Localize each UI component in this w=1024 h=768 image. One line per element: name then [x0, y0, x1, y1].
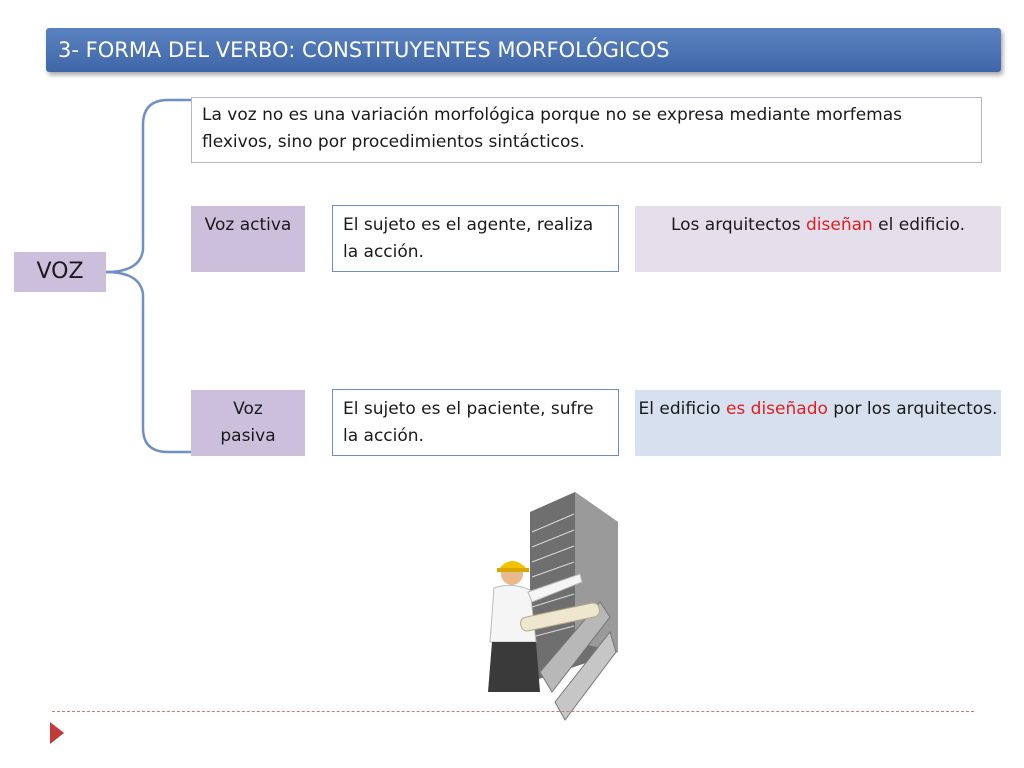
passive-example-box: [635, 390, 1001, 456]
active-example-box: [635, 206, 1001, 272]
passive-definition-text: El sujeto es el paciente, sufre la acción.: [343, 399, 594, 446]
passive-example-pre: El edificio: [638, 399, 726, 419]
next-slide-arrow-icon[interactable]: [50, 722, 64, 744]
active-voice-label: [191, 206, 305, 272]
active-example-verb: diseñan: [805, 215, 873, 235]
passive-definition-box: [332, 389, 619, 456]
slide-title: 3- FORMA DEL VERBO: CONSTITUYENTES MORFOLÓGICOS: [46, 28, 1001, 72]
voz-label: VOZ: [14, 252, 106, 292]
passive-example-verb: es diseñado: [725, 399, 828, 419]
passive-voice-label: [191, 390, 305, 456]
active-definition-text: El sujeto es el agente, realiza la acción.: [343, 215, 594, 262]
footer-divider: [52, 711, 974, 712]
passive-example-post: por los arquitectos.: [827, 399, 998, 419]
active-voice-label-text: Voz activa: [204, 215, 292, 235]
active-example-post: el edificio.: [872, 215, 966, 235]
active-definition-box: [332, 205, 619, 272]
intro-text-box: [191, 97, 982, 163]
passive-voice-label-line2: pasiva: [220, 426, 276, 446]
passive-voice-label-line1: Voz: [233, 399, 263, 419]
architect-building-icon: [470, 492, 620, 722]
active-example-pre: Los arquitectos: [670, 215, 806, 235]
intro-text: La voz no es una variación morfológica porque no se expresa mediante morfemas flexivos, sino por procedimientos sintácticos.: [202, 105, 903, 152]
